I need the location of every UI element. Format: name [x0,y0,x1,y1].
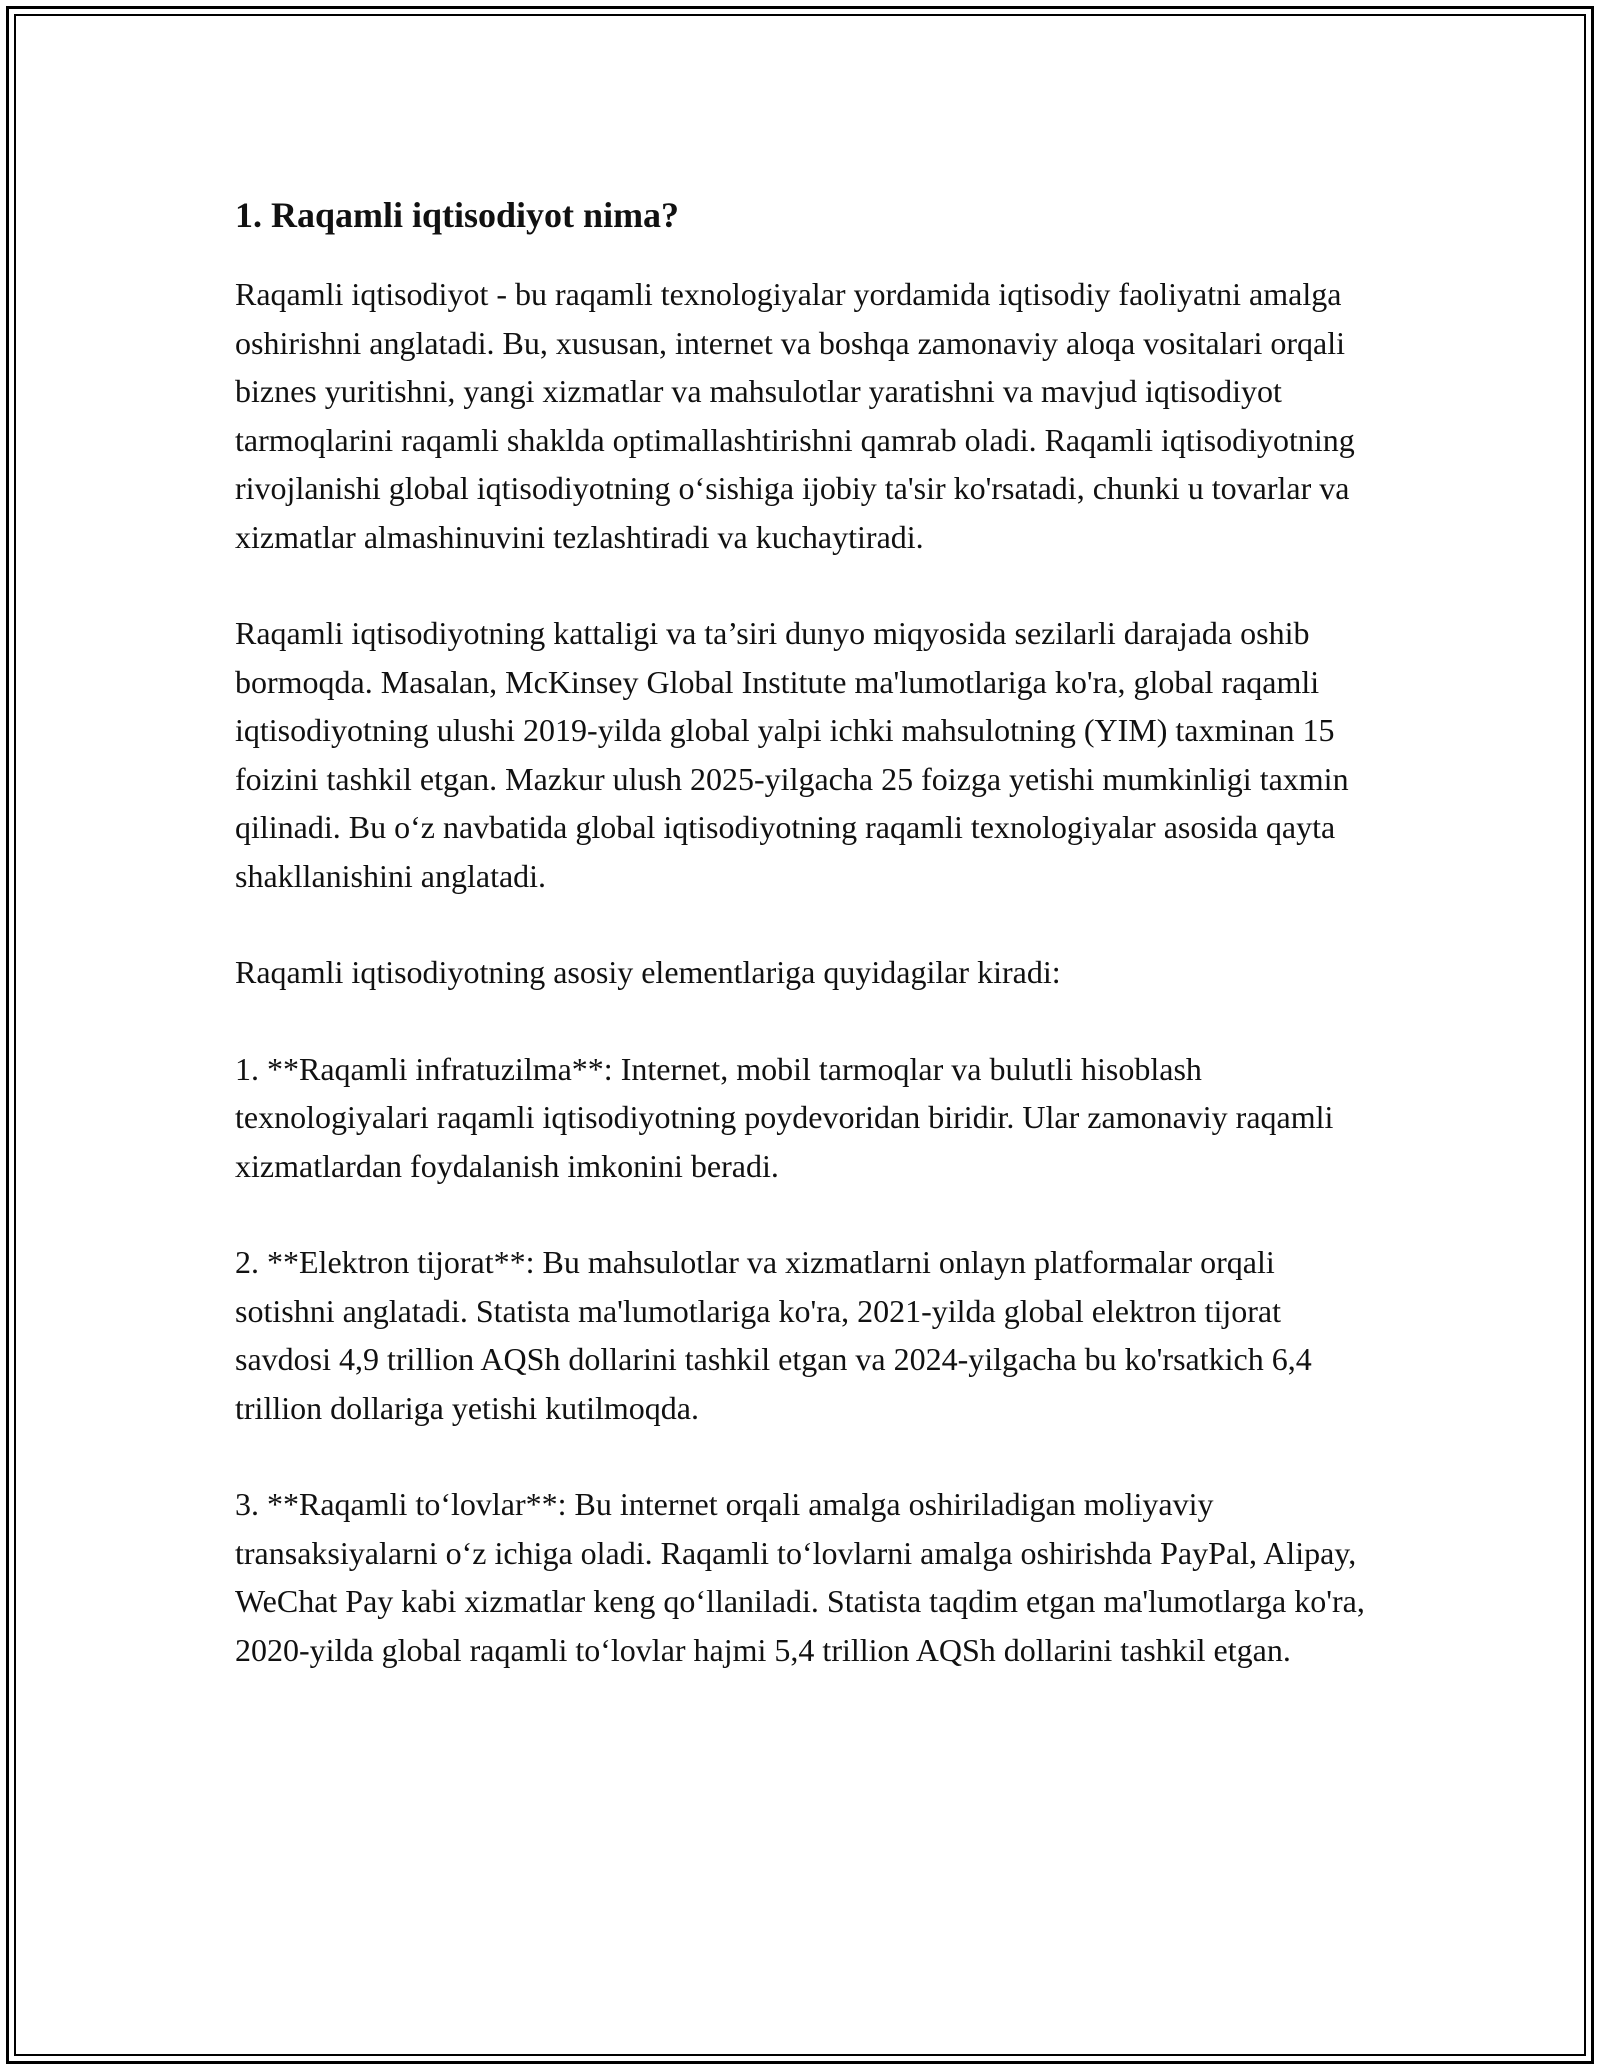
section-heading: 1. Raqamli iqtisodiyot nima? [235,195,680,235]
paragraph-definition: Raqamli iqtisodiyot - bu raqamli texnologiyalar yordamida iqtisodiy faoliyatni amalga oshirishni anglatadi. Bu, xususan, internet va boshqa zamonaviy aloqa vositalari orqali biznes yuritishni, yangi xizmatlar va mahsulotlar yaratishni va mavjud iqtisodiyot tarmoqlarini raqamli shaklda optimallashtirishni qamrab oladi. Raqamli iqtisodiyotning rivojlanishi global iqtisodiyotning o‘sishiga ijobiy ta'sir ko'rsatadi, chunki u tovarlar va xizmatlar almashinuvini tezlashtiradi va kuchaytiradi. [235,276,1355,555]
list-item-infrastructure: 1. **Raqamli infratuzilma**: Internet, mobil tarmoqlar va bulutli hisoblash texnologiyalari raqamli iqtisodiyotning poydevoridan biridir. Ular zamonaviy raqamli xizmatlardan foydalanish imkonini beradi. [235,1050,1334,1184]
document-body [235,190,1375,1722]
paragraph-scale: Raqamli iqtisodiyotning kattaligi va ta’siri dunyo miqyosida sezilarli darajada oshib bormoqda. Masalan, McKinsey Global Institute ma'lumotlariga ko'ra, global raqamli iqtisodiyotning ulushi 2019-yilda global yalpi ichki mahsulotning (YIM) taxminan 15 foizini tashkil etgan. Mazkur ulush 2025-yilgacha 25 foizga yetishi mumkinligi taxmin qilinadi. Bu o‘z navbatida global iqtisodiyotning raqamli texnologiyalar asosida qayta shakllanishini anglatadi. [235,615,1349,894]
list-item-digital-payments: 3. **Raqamli to‘lovlar**: Bu internet orqali amalga oshiriladigan moliyaviy transaksiyalarni o‘z ichiga oladi. Raqamli to‘lovlarni amalga oshirishda PayPal, Alipay, WeChat Pay kabi xizmatlar keng qo‘llaniladi. Statista taqdim etgan ma'lumotlarga ko'ra, 2020-yilda global raqamli to‘lovlar hajmi 5,4 trillion AQSh dollarini tashkil etgan. [235,1486,1365,1668]
paragraph-elements-intro: Raqamli iqtisodiyotning asosiy elementlariga quyidagilar kiradi: [235,954,1061,990]
list-item-ecommerce: 2. **Elektron tijorat**: Bu mahsulotlar va xizmatlarni onlayn platformalar orqali sotishni anglatadi. Statista ma'lumotlariga ko'ra, 2021-yilda global elektron tijorat savdosi 4,9 trillion AQSh dollarini tashkil etgan va 2024-yilgacha bu ko'rsatkich 6,4 trillion dollariga yetishi kutilmoqda. [235,1244,1312,1426]
